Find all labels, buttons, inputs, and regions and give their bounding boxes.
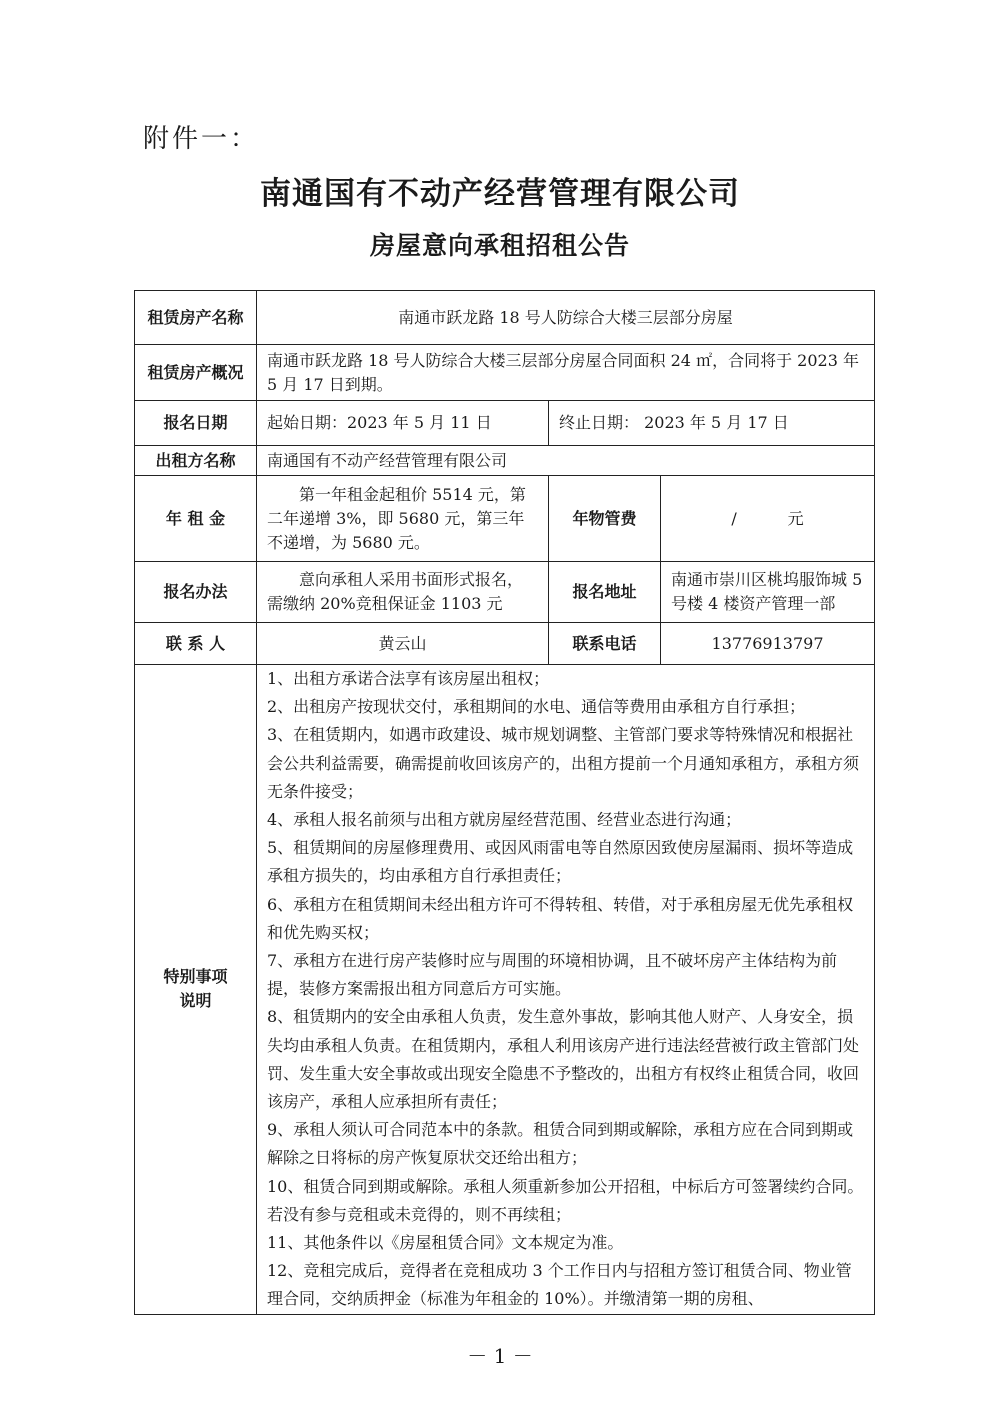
page-number: － 1 － (467, 1344, 533, 1368)
note-item: 7、承租方在进行房产装修时应与周围的环境相协调，且不破坏房产主体结构为前提，装修方案需报出租方同意后方可实施。 (267, 951, 838, 999)
note-item: 2、出租房产按现状交付，承租期间的水电、通信等费用由承租方自行承担； (267, 697, 806, 717)
note-item: 1、出租方承诺合法享有该房屋出租权； (267, 669, 550, 688)
note-item: 6、承租方在租赁期间未经出租方许可不得转租、转借，对于承租房屋无优先承租权和优先购买权； (267, 894, 854, 942)
registration-method-label: 报名办法 (135, 562, 257, 623)
notes-label-line1: 特别事项 (163, 967, 228, 987)
note-item: 12、竞租完成后，竞得者在竞租成功 3 个工作日内与招租方签订租赁合同、物业管理合同，交纳质押金（标准为年租金的 10%）。并缴清第一期的房租、 (267, 1261, 852, 1309)
property-overview-label: 租赁房产概况 (135, 345, 257, 401)
notes-label (135, 665, 257, 1315)
annual-rent-label: 年 租 金 (135, 476, 257, 562)
attachment-label: 附件一： (143, 124, 260, 154)
phone-label: 联系电话 (549, 623, 661, 665)
registration-date-label: 报名日期 (135, 401, 257, 446)
registration-address-label: 报名地址 (549, 562, 661, 623)
note-item: 3、在租赁期内，如遇市政建设、城市规划调整、主管部门要求等特殊情况和根据社会公共利益需要，确需提前收回该房产的，出租方提前一个月通知承租方，承租方须无条件接受； (267, 725, 860, 801)
lessor-value: 南通国有不动产经营管理有限公司 (257, 446, 875, 476)
property-overview-value: 南通市跃龙路 18 号人防综合大楼三层部分房屋合同面积 24 ㎡，合同将于 2023 年 5 月 17 日到期。 (257, 345, 875, 401)
notice-title: 房屋意向承租招租公告 (369, 231, 630, 260)
contact-label: 联 系 人 (135, 623, 257, 665)
start-date: 起始日期：2023 年 5 月 11 日 (257, 401, 549, 446)
note-item: 10、租赁合同到期或解除。承租人须重新参加公开招租，中标后方可签署续约合同。若没有参与竞租或未竞得的，则不再续租； (267, 1176, 864, 1224)
lessor-label: 出租方名称 (135, 446, 257, 476)
property-fee-label: 年物管费 (549, 476, 661, 562)
registration-method-value: 意向承租人采用书面形式报名，需缴纳 20%竞租保证金 1103 元 (257, 562, 549, 623)
rental-notice-table (134, 290, 875, 1315)
registration-address-value: 南通市崇川区桃坞服饰城 5 号楼 4 楼资产管理一部 (661, 562, 875, 623)
note-item: 4、承租人报名前须与出租方就房屋经营范围、经营业态进行沟通； (267, 810, 742, 830)
annual-rent-value: 第一年租金起租价 5514 元，第二年递增 3%，即 5680 元，第三年不递增，为 5680 元。 (257, 476, 549, 562)
note-item: 9、承租人须认可合同范本中的条款。租赁合同到期或解除，承租方应在合同到期或解除之日将标的房产恢复原状交还给出租方； (267, 1120, 854, 1168)
note-item: 8、租赁期内的安全由承租人负责，发生意外事故，影响其他人财产、人身安全，损失均由承租人负责。在租赁期内，承租人利用该房产进行违法经营被行政主管部门处罚、发生重大安全事故或出现安全隐患不予整改的，出租方有权终止租赁合同，收回该房产，承租人应承担所有责任； (267, 1007, 860, 1112)
company-title: 南通国有不动产经营管理有限公司 (260, 176, 740, 212)
notes-content (257, 665, 875, 1315)
contact-value: 黄云山 (257, 623, 549, 665)
property-name-value: 南通市跃龙路 18 号人防综合大楼三层部分房屋 (257, 291, 875, 345)
phone-value: 13776913797 (661, 623, 875, 665)
property-name-label: 租赁房产名称 (135, 291, 257, 345)
property-fee-value: / 元 (661, 476, 875, 562)
notes-label-line2: 说明 (179, 991, 212, 1011)
end-date: 终止日期： 2023 年 5 月 17 日 (549, 401, 875, 446)
note-item: 11、其他条件以《房屋租赁合同》文本规定为准。 (267, 1233, 624, 1253)
note-item: 5、租赁期间的房屋修理费用、或因风雨雷电等自然原因致使房屋漏雨、损坏等造成承租方损失的，均由承租方自行承担责任； (267, 838, 854, 886)
